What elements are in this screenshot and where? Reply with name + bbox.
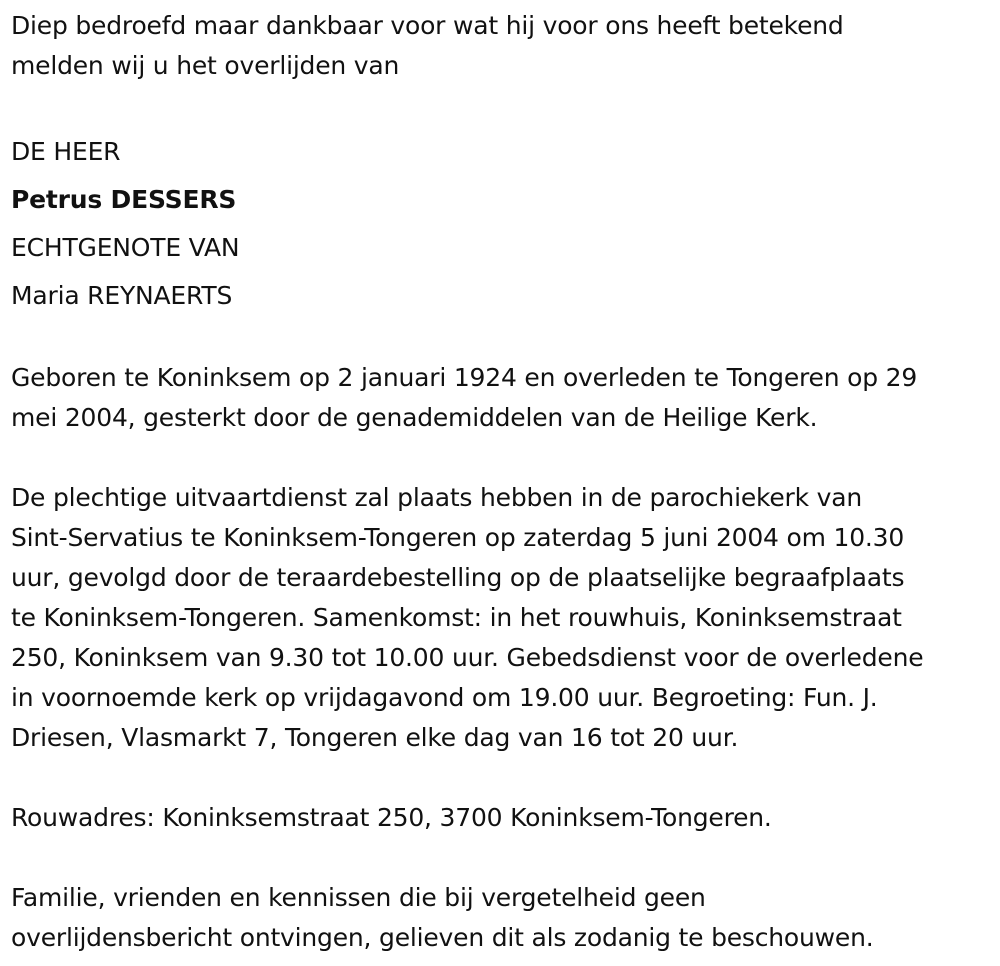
birth-death-paragraph bbox=[11, 358, 990, 438]
paragraph-line: Sint-Servatius te Koninksem-Tongeren op zaterdag 5 juni 2004 om 10.30 bbox=[11, 523, 905, 552]
relation-label: ECHTGENOTE VAN bbox=[11, 233, 240, 262]
intro-line: Diep bedroefd maar dankbaar voor wat hij voor ons heeft betekend bbox=[11, 11, 844, 40]
paragraph-line: Familie, vrienden en kennissen die bij vergetelheid geen bbox=[11, 883, 706, 912]
spacer bbox=[11, 86, 990, 126]
spacer bbox=[11, 758, 990, 798]
paragraph-line: overlijdensbericht ontvingen, gelieven dit als zodanig te beschouwen. bbox=[11, 923, 874, 952]
deceased-name: Petrus DESSERS bbox=[11, 185, 237, 214]
paragraph-line: te Koninksem-Tongeren. Samenkomst: in het rouwhuis, Koninksemstraat bbox=[11, 603, 902, 632]
paragraph-line: uur, gevolgd door de teraardebestelling op de plaatselijke begraafplaats bbox=[11, 563, 905, 592]
paragraph-line: in voornoemde kerk op vrijdagavond om 19.00 uur. Begroeting: Fun. J. bbox=[11, 683, 878, 712]
spacer bbox=[11, 838, 990, 878]
intro-paragraph bbox=[11, 6, 990, 86]
spouse-name: Maria REYNAERTS bbox=[11, 281, 233, 310]
closing-paragraph bbox=[11, 878, 990, 958]
paragraph-line: mei 2004, gesterkt door de genademiddelen van de Heilige Kerk. bbox=[11, 403, 818, 432]
paragraph-line: 250, Koninksem van 9.30 tot 10.00 uur. Gebedsdienst voor de overledene bbox=[11, 643, 924, 672]
name-block bbox=[11, 128, 990, 320]
spacer bbox=[11, 438, 990, 478]
intro-line: melden wij u het overlijden van bbox=[11, 51, 400, 80]
paragraph-line: Geboren te Koninksem op 2 januari 1924 en overleden te Tongeren op 29 bbox=[11, 363, 918, 392]
address-paragraph bbox=[11, 798, 990, 838]
honorific-title: DE HEER bbox=[11, 137, 121, 166]
paragraph-line: De plechtige uitvaartdienst zal plaats hebben in de parochiekerk van bbox=[11, 483, 863, 512]
paragraph-line: Driesen, Vlasmarkt 7, Tongeren elke dag van 16 tot 20 uur. bbox=[11, 723, 739, 752]
funeral-paragraph bbox=[11, 478, 990, 758]
spacer bbox=[11, 320, 990, 358]
mourning-address: Rouwadres: Koninksemstraat 250, 3700 Koninksem-Tongeren. bbox=[11, 803, 772, 832]
